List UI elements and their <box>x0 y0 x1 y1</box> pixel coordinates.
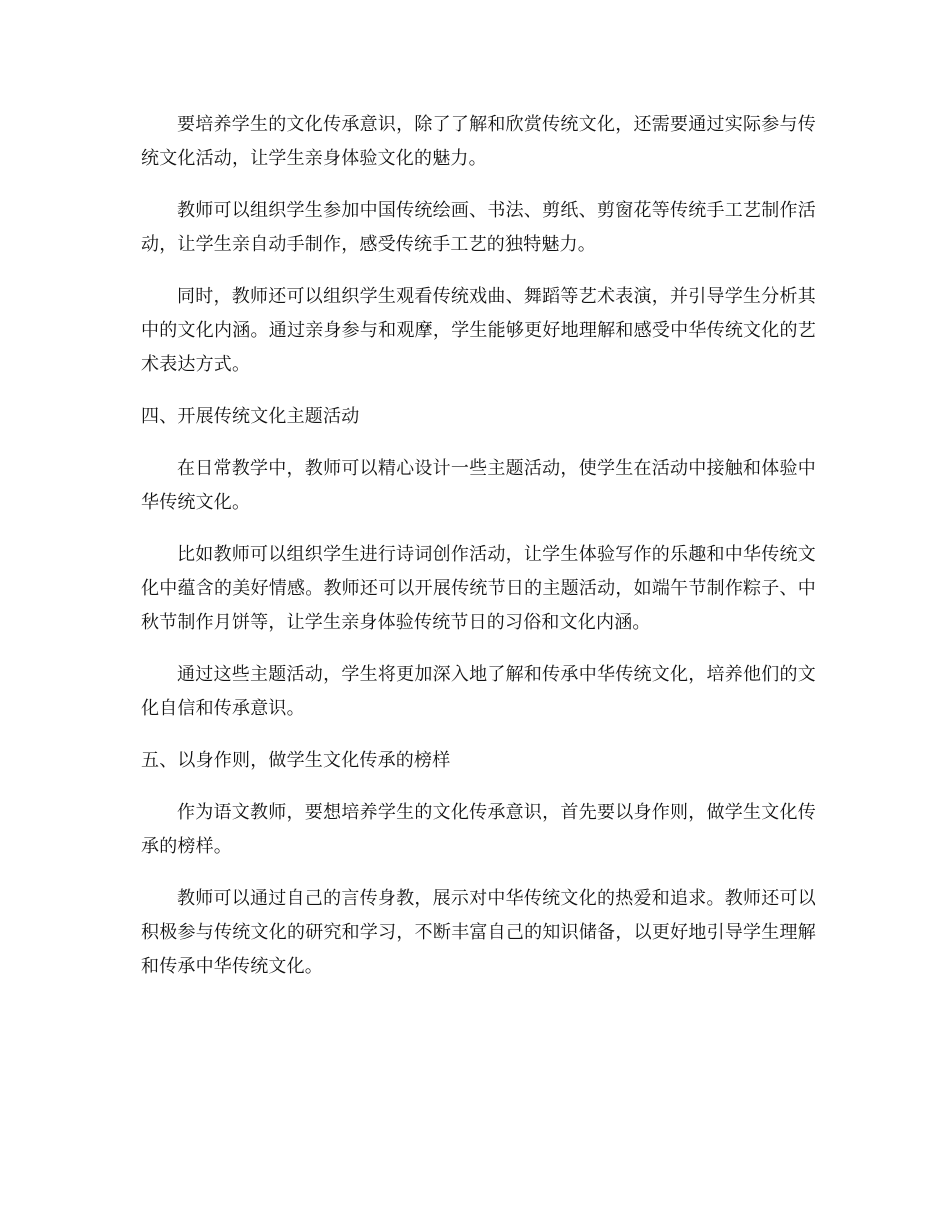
paragraph: 作为语文教师，要想培养学生的文化传承意识，首先要以身作则，做学生文化传承的榜样。 <box>141 802 816 857</box>
paragraph: 同时，教师还可以组织学生观看传统戏曲、舞蹈等艺术表演，并引导学生分析其中的文化内涵。通过亲身参与和观摩，学生能够更好地理解和感受中华传统文化的艺术表达方式。 <box>141 286 816 375</box>
section-heading: 四、开展传统文化主题活动 <box>141 406 360 427</box>
paragraph: 通过这些主题活动，学生将更加深入地了解和传承中华传统文化，培养他们的文化自信和传承意识。 <box>141 664 816 719</box>
paragraph: 教师可以组织学生参加中国传统绘画、书法、剪纸、剪窗花等传统手工艺制作活动，让学生亲自动手制作，感受传统手工艺的独特魅力。 <box>141 200 816 255</box>
section-heading: 五、以身作则，做学生文化传承的榜样 <box>141 750 451 771</box>
paragraph: 比如教师可以组织学生进行诗词创作活动，让学生体验写作的乐趣和中华传统文化中蕴含的美好情感。教师还可以开展传统节日的主题活动，如端午节制作粽子、中秋节制作月饼等，让学生亲身体验传统节日的习俗和文化内涵。 <box>141 544 816 633</box>
paragraph: 在日常教学中，教师可以精心设计一些主题活动，使学生在活动中接触和体验中华传统文化。 <box>141 458 816 513</box>
paragraph: 教师可以通过自己的言传身教，展示对中华传统文化的热爱和追求。教师还可以积极参与传统文化的研究和学习，不断丰富自己的知识储备，以更好地引导学生理解和传承中华传统文化。 <box>141 888 816 977</box>
document-body <box>141 108 816 1002</box>
paragraph: 要培养学生的文化传承意识，除了了解和欣赏传统文化，还需要通过实际参与传统文化活动，让学生亲身体验文化的魅力。 <box>141 114 816 169</box>
